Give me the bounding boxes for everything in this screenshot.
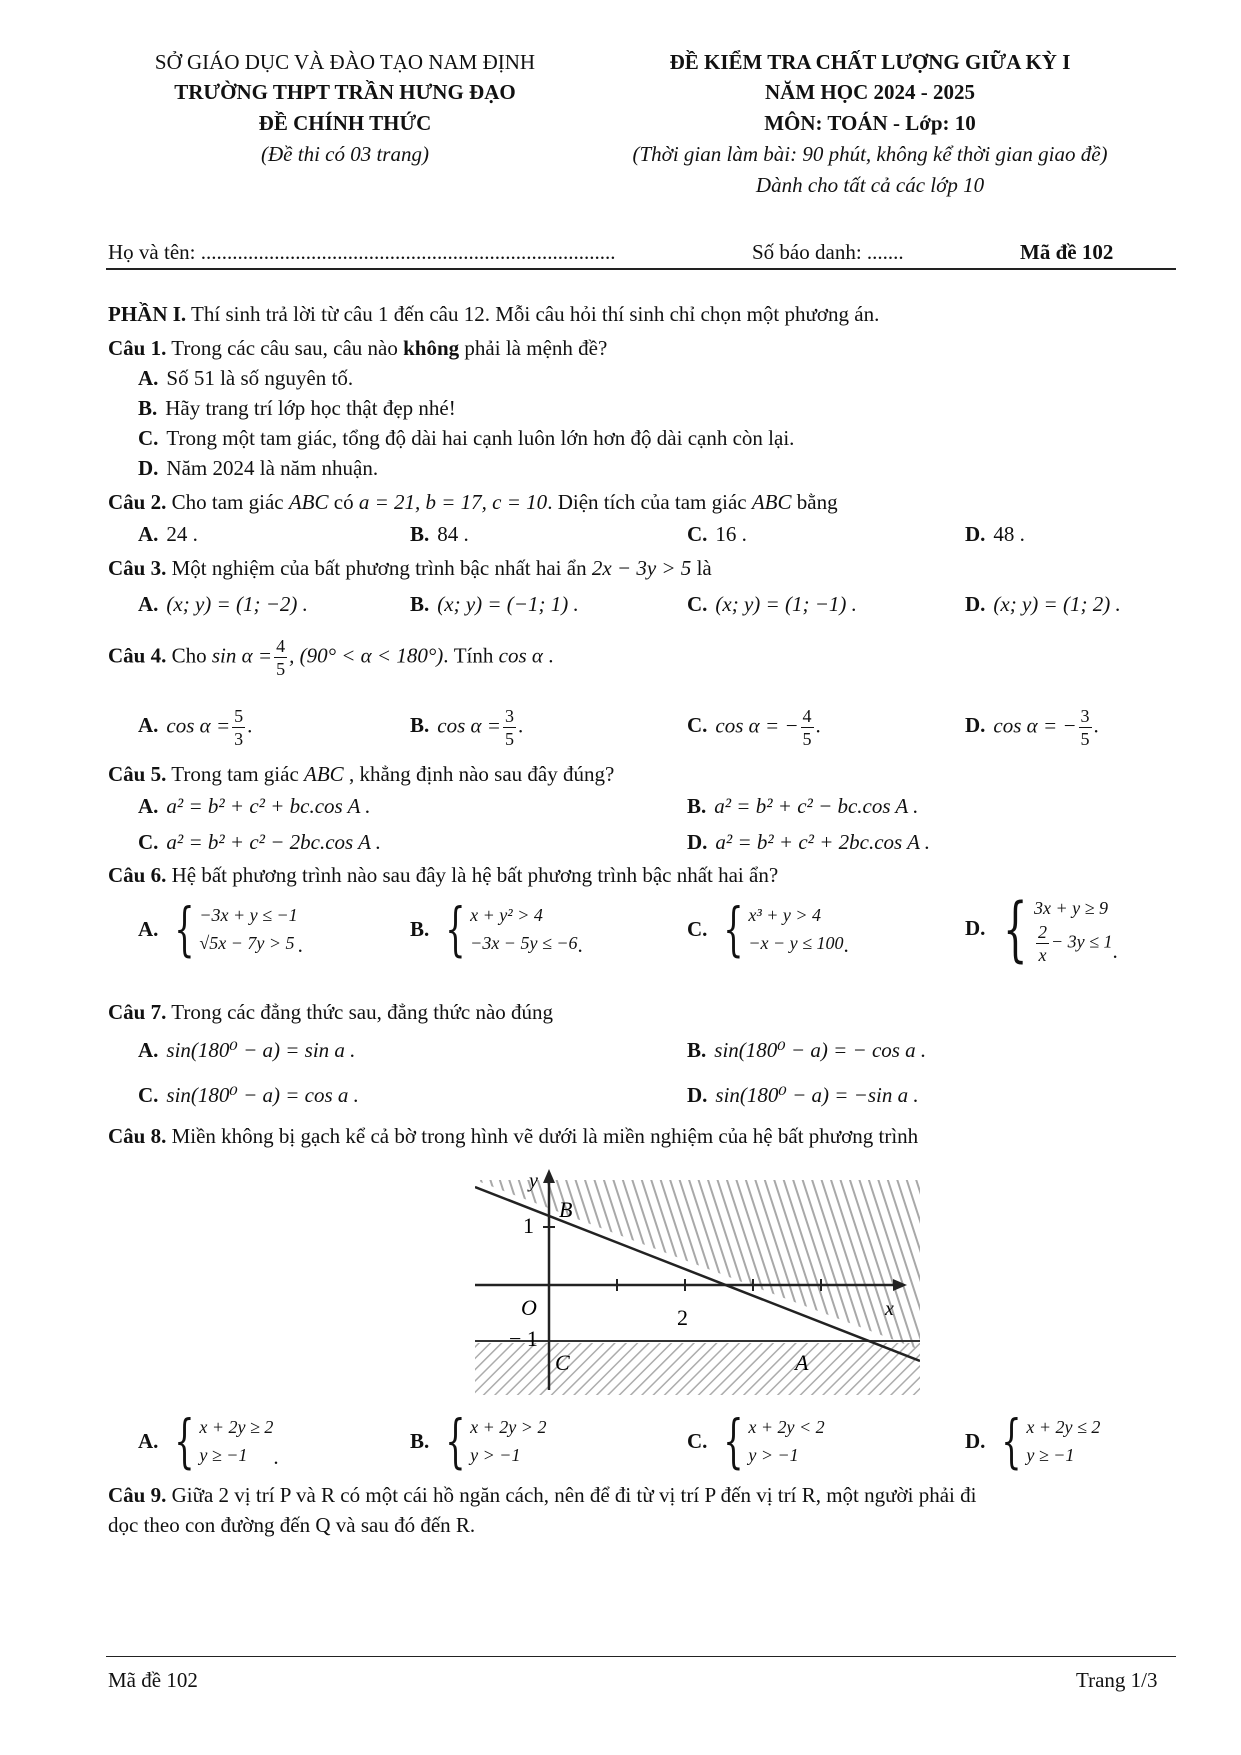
q3-option-b: B. (x; y) = (−1; 1) .	[410, 592, 579, 616]
q7-option-b: B. sin(180⁰ − a) = − cos a .	[687, 1038, 927, 1062]
q5-option-c: C. a² = b² + c² − 2bc.cos A .	[138, 830, 382, 854]
page-count-note: (Đề thi có 03 trang)	[261, 142, 429, 166]
exam-title: ĐỀ KIỂM TRA CHẤT LƯỢNG GIỮA KỲ I	[669, 50, 1071, 74]
question-9: Câu 9. Giữa 2 vị trí P và R có một cái hồ ngăn cách, nên để đi từ vị trí P đến vị trí R, một người phải đi	[108, 1483, 977, 1507]
time-note: (Thời gian làm bài: 90 phút, không kể thời gian giao đề)	[632, 142, 1108, 166]
header-divider	[106, 268, 1176, 270]
q1-option-a: A. Số 51 là số nguyên tố.	[138, 366, 354, 390]
q3-option-c: C. (x; y) = (1; −1) .	[687, 592, 857, 616]
q3-option-d: D. (x; y) = (1; 2) .	[965, 592, 1121, 616]
exam-code: Mã đề 102	[1020, 240, 1114, 264]
q4-option-a: A. cos α = $\frac{5}{3}$ .	[138, 706, 253, 749]
q3-option-a: A. (x; y) = (1; −2) .	[138, 592, 308, 616]
q1-option-c: C. Trong một tam giác, tổng độ dài hai cạnh luôn lớn hơn độ dài cạnh còn lại.	[138, 426, 795, 450]
tick-label-minus-1: − 1	[509, 1326, 538, 1351]
y-axis-label: y	[529, 1170, 538, 1192]
footer-divider	[106, 1656, 1176, 1657]
q5-option-d: D. a² = b² + c² + 2bc.cos A .	[687, 830, 931, 854]
dept-name: SỞ GIÁO DỤC VÀ ĐÀO TẠO NAM ĐỊNH	[154, 50, 536, 74]
tick-label-2: 2	[677, 1305, 688, 1330]
q4-option-c: C. cos α = − $\frac{4}{5}$ .	[687, 706, 821, 749]
footer-page-number: Trang 1/3	[1076, 1668, 1158, 1692]
origin-label: O	[521, 1295, 537, 1320]
question-9-cont: dọc theo con đường đến Q và sau đó đến R.	[108, 1513, 476, 1537]
question-7: Câu 7. Trong các đẳng thức sau, đẳng thức nào đúng	[108, 1000, 554, 1024]
q1-option-b: B. Hãy trang trí lớp học thật đẹp nhé!	[138, 396, 456, 420]
question-3: Câu 3. Một nghiệm của bất phương trình bậc nhất hai ẩn 2x − 3y > 5 là	[108, 556, 712, 580]
q4-option-b: B. cos α = $\frac{3}{5}$ .	[410, 706, 524, 749]
q5-option-a: A. a² = b² + c² + bc.cos A .	[138, 794, 371, 818]
q4-option-d: D. cos α = − $\frac{3}{5}$ .	[965, 706, 1099, 749]
question-8: Câu 8. Miền không bị gạch kể cả bờ trong hình vẽ dưới là miền nghiệm của hệ bất phương trình	[108, 1124, 919, 1148]
q2-option-b: B. 84 .	[410, 522, 469, 546]
q8-option-a: A. { x + 2y ≥ 2 y ≥ −1 .	[138, 1407, 279, 1475]
official-label: ĐỀ CHÍNH THỨC	[258, 111, 432, 135]
q6-option-b: B. { x + y² > 4 −3x − 5y ≤ −6 .	[410, 895, 583, 963]
question-5: Câu 5. Trong tam giác ABC , khẳng định nào sau đây đúng?	[108, 762, 615, 786]
school-name: TRƯỜNG THPT TRẦN HƯNG ĐẠO	[174, 80, 516, 104]
q7-option-a: A. sin(180⁰ − a) = sin a .	[138, 1038, 356, 1062]
audience-note: Dành cho tất cả các lớp 10	[755, 173, 985, 197]
x-axis-label: x	[885, 1298, 894, 1320]
q8-graph	[475, 1165, 920, 1395]
q7-option-d: D. sin(180⁰ − a) = −sin a .	[687, 1083, 919, 1107]
q1-option-d: D. Năm 2024 là năm nhuận.	[138, 456, 379, 480]
point-b-label: B	[559, 1197, 573, 1222]
q5-option-b: B. a² = b² + c² − bc.cos A .	[687, 794, 919, 818]
student-name-field: Họ và tên: ...............................................................................	[108, 240, 616, 264]
q2-option-c: C. 16 .	[687, 522, 747, 546]
footer-exam-code: Mã đề 102	[108, 1668, 198, 1692]
upper-hatched-region	[475, 1180, 920, 1350]
part1-instruction: PHẦN I. Thí sinh trả lời từ câu 1 đến câu 12. Mỗi câu hỏi thí sinh chỉ chọn một phương án.	[108, 302, 880, 326]
q2-option-a: A. 24 .	[138, 522, 198, 546]
question-2: Câu 2. Cho tam giác ABC có a = 21, b = 17, c = 10. Diện tích của tam giác ABC bằng	[108, 490, 838, 514]
q8-option-d: D. { x + 2y ≤ 2 y ≥ −1	[965, 1407, 1101, 1475]
y-axis-arrow	[543, 1169, 555, 1183]
q8-option-b: B. { x + 2y > 2 y > −1	[410, 1407, 547, 1475]
question-1: Câu 1. Trong các câu sau, câu nào không phải là mệnh đề?	[108, 336, 608, 360]
subject-grade: MÔN: TOÁN - Lớp: 10	[764, 111, 976, 135]
tick-label-1: 1	[523, 1213, 534, 1238]
q8-option-c: C. { x + 2y < 2 y > −1	[687, 1407, 825, 1475]
school-year: NĂM HỌC 2024 - 2025	[765, 80, 975, 104]
q6-option-c: C. { x³ + y > 4 −x − y ≤ 100 .	[687, 895, 849, 963]
q7-option-c: C. sin(180⁰ − a) = cos a .	[138, 1083, 359, 1107]
q6-option-d: D. { 3x + y ≥ 9 $\frac{2}{x}$ − 3y ≤ 1 .	[965, 887, 1118, 970]
student-id-field: Số báo danh: .......	[752, 240, 904, 264]
question-4: Câu 4. Cho sin α = $\frac{4}{5}$ , (90° < α < 180°). Tính cos α .	[108, 636, 554, 679]
q2-option-d: D. 48 .	[965, 522, 1025, 546]
question-6: Câu 6. Hệ bất phương trình nào sau đây là hệ bất phương trình bậc nhất hai ẩn?	[108, 863, 779, 887]
q6-option-a: A. { −3x + y ≤ −1 √5x − 7y > 5 .	[138, 895, 303, 963]
point-a-label: A	[795, 1350, 809, 1375]
point-c-label: C	[555, 1350, 570, 1375]
lower-hatched-region	[475, 1343, 920, 1395]
